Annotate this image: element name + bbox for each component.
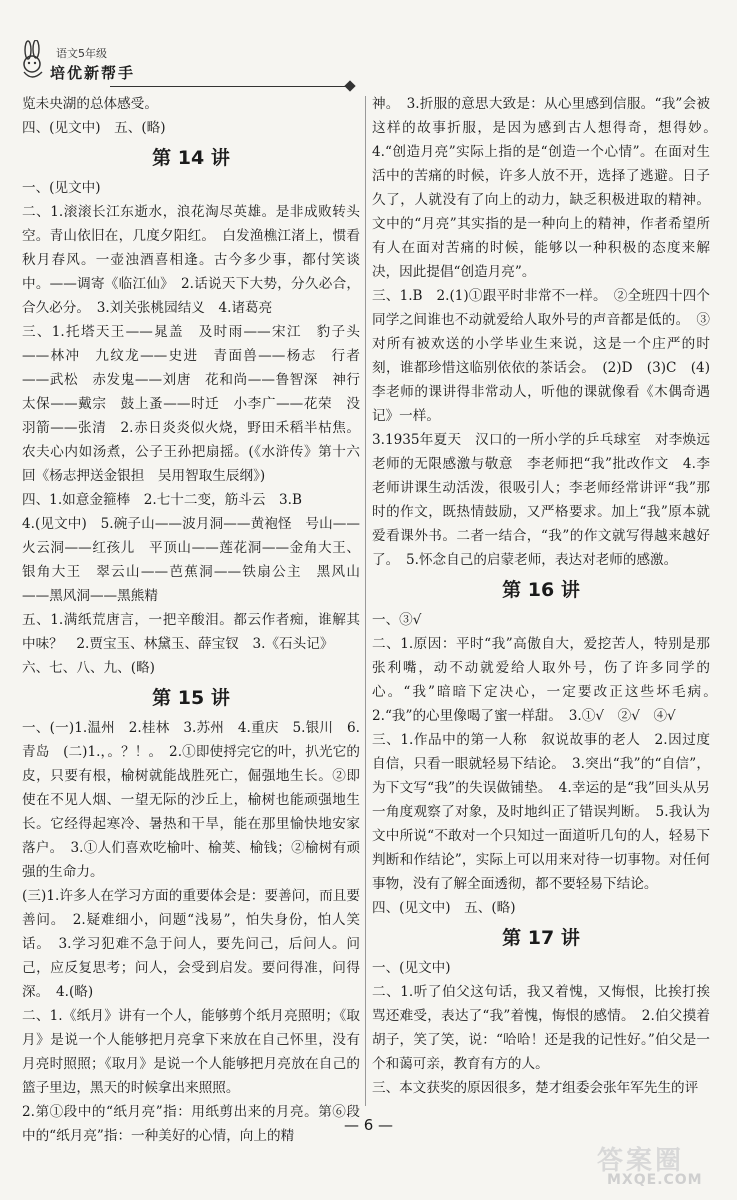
answer-paragraph: 四、(见文中) 五、(略) xyxy=(22,120,166,136)
answer-paragraph: 三、1.作品中的第一人称 叙说故事的老人 2.因过度自信，只看一眼就轻易下结论。 3.突出“我”的“自信”，为下文写“我”的失误做铺垫。 4.幸运的是“我”回头从另一角度观察了对象，及时地纠正了错误判断。 5.我认为文中所说“不敢对一个只知过一面道听几句的人，轻易下判断和作结论”，实际上可以用来对待一切事物。对任何事物，没有了解全面透彻，都不要轻易下结论。 xyxy=(372,732,710,892)
answer-paragraph: 一、③√ xyxy=(372,612,422,628)
right-column xyxy=(372,92,724,1100)
header-diamond-icon xyxy=(344,80,355,91)
answer-paragraph: 六、七、八、九、(略) xyxy=(22,660,155,676)
answer-paragraph: 览未央湖的总体感受。 xyxy=(22,96,158,112)
watermark-logo xyxy=(597,1140,725,1192)
brand-title: 培优新帮手 xyxy=(50,64,136,82)
answer-paragraph: 四、(见文中) 五、(略) xyxy=(372,900,516,916)
page-header xyxy=(0,0,737,92)
answer-paragraph: 三、1.B 2.(1)①跟平时非常不一样。 ②全班四十四个同学之间谁也不动就爱给人取外号的声音都是低的。 ③对所有被欢送的小学毕业生来说，这是一个庄严的时刻，谁都珍惜这临别依依的茶话会。 (2)D (3)C (4)李老师的课讲得非常动人，听他的课就像看《木偶奇遇记》一样。 xyxy=(372,288,710,424)
answer-paragraph: 2.第①段中的“纸月亮”指：用纸剪出来的月亮。第⑥段中的“纸月亮”指：一种美好的心情，向上的精 xyxy=(22,1104,360,1144)
lesson-heading-15: 第 15 讲 xyxy=(152,687,230,709)
column-divider xyxy=(365,96,366,1106)
answer-paragraph: (三)1.许多人在学习方面的重要体会是：要善问，而且要善问。 2.疑难细小，问题“浅易”，怕失身份，怕人笑话。 3.学习犯难不急于问人，要先问己，后问人。问己，应反复思考；问人，会受到启发。要问得准，问得深。 4.(略) xyxy=(22,888,360,1000)
answer-paragraph: 二、1.听了伯父这句话，我又着愧，又悔恨，比挨打挨骂还难受，表达了“我”着愧，悔恨的感情。 2.伯父摸着胡子，笑了笑，说：“哈哈！还是我的记性好。”伯父是一个和蔼可亲，教育有方的人。 xyxy=(372,984,710,1072)
answer-paragraph: 二、1.原因：平时“我”高傲自大，爱挖苦人，特别是那张利嘴，动不动就爱给人取外号，伤了许多同学的心。“我”暗暗下定决心，一定要改正这些坏毛病。 2.“我”的心里像喝了蜜一样甜。 3.①√ ②√ ④√ xyxy=(372,636,724,724)
answer-paragraph: 四、1.如意金箍棒 2.七十二变，筋斗云 3.B xyxy=(22,492,302,508)
lesson-heading-16: 第 16 讲 xyxy=(502,579,580,601)
lesson-heading-14: 第 14 讲 xyxy=(152,147,230,169)
watermark-url: MXQE.COM xyxy=(607,1172,703,1188)
rabbit-logo-icon xyxy=(14,40,50,82)
answer-paragraph: 一、(见文中) xyxy=(22,180,101,196)
answer-paragraph: 一、(一)1.温州 2.桂林 3.苏州 4.重庆 5.银川 6.青岛 (二)1.，。？！。 2.①即使捋完它的叶，扒光它的皮，只要有根，榆树就能战胜死亡，倔强地生长。②即使在不见人烟、一望无际的沙丘上，榆树也能顽强地生长。它经得起寒冷、暑热和干旱，能在那里愉快地安家落户。 3.①人们喜欢吃榆叶、榆荚、榆钱；②榆树有顽强的生命力。 xyxy=(22,720,360,880)
series-label: 语文5年级 xyxy=(56,47,107,60)
answer-paragraph: 二、1.滚滚长江东逝水，浪花淘尽英雄。是非成败转头空。青山依旧在，几度夕阳红。 白发渔樵江渚上，惯看秋月春风。一壶浊酒喜相逢。古今多少事，都付笑谈中。——调寄《临江仙》 2.话说天下大势，分久必合，合久必分。 3.刘关张桃园结义 4.诸葛亮 xyxy=(22,204,360,316)
lesson-heading-17: 第 17 讲 xyxy=(502,927,580,949)
header-rule xyxy=(110,86,350,87)
left-column xyxy=(22,92,360,1148)
watermark-text: 答案圈 xyxy=(597,1146,685,1176)
answer-paragraph: 4.(见文中) 5.碗子山——波月洞——黄袍怪 号山——火云洞——红孩儿 平顶山——莲花洞——金角大王、银角大王 翠云山——芭蕉洞——铁扇公主 黑风山——黑风洞——黑熊精 xyxy=(22,516,360,604)
answer-paragraph: 二、1.《纸月》讲有一个人，能够剪个纸月亮照明；《取月》是说一个人能够把月亮拿下来放在自己怀里，没有月亮时照照；《取月》是说一个人能够把月亮放在自己的篮子里边，黑天的时候拿出来照照。 xyxy=(22,1008,360,1096)
answer-paragraph: 三、1.托塔天王——晁盖 及时雨——宋江 豹子头——林冲 九纹龙——史进 青面兽——杨志 行者——武松 赤发鬼——刘唐 花和尚——鲁智深 神行太保——戴宗 鼓上蚤——时迁 小李广——花荣 没羽箭——张清 2.赤日炎炎似火烧，野田禾稻半枯焦。农夫心内如汤煮，公子王孙把扇摇。(《水浒传》第十六回《杨志押送金银担 吴用智取生辰纲》) xyxy=(22,324,360,484)
answer-paragraph: 五、1.满纸荒唐言，一把辛酸泪。都云作者痴，谁解其中味？ 2.贾宝玉、林黛玉、薛宝钗 3.《石头记》 xyxy=(22,612,360,652)
answer-paragraph: 3.1935年夏天 汉口的一所小学的乒乓球室 对李焕远老师的无限感激与敬意 李老师把“我”批改作文 4.李老师讲课生动活泼，很吸引人；李老师经常讲评“我”那时的作文，既热情鼓励，又严格要求。加上“我”原本就爱看课外书。二者一结合，“我”的作文就写得越来越好了。 5.怀念自己的启蒙老师，表达对老师的感激。 xyxy=(372,432,710,568)
answer-paragraph: 一、(见文中) xyxy=(372,960,451,976)
page-number: — 6 — xyxy=(343,1116,394,1134)
answer-paragraph: 三、本文获奖的原因很多，楚才组委会张年军先生的评 xyxy=(372,1080,699,1096)
answer-paragraph: 神。 3.折服的意思大致是：从心里感到信服。“我”会被这样的故事折服，是因为感到古人想得奇，想得妙。 4.“创造月亮”实际上指的是“创造一个心情”。在面对生活中的苦痛的时候，许多人放不开，选择了逃避。日子久了，人就没有了向上的动力，缺乏积极进取的精神。文中的“月亮”其实指的是一种向上的精神，作者希望所有人在面对苦痛的时候，能够以一种积极的态度来解决，因此提倡“创造月亮”。 xyxy=(372,96,724,280)
